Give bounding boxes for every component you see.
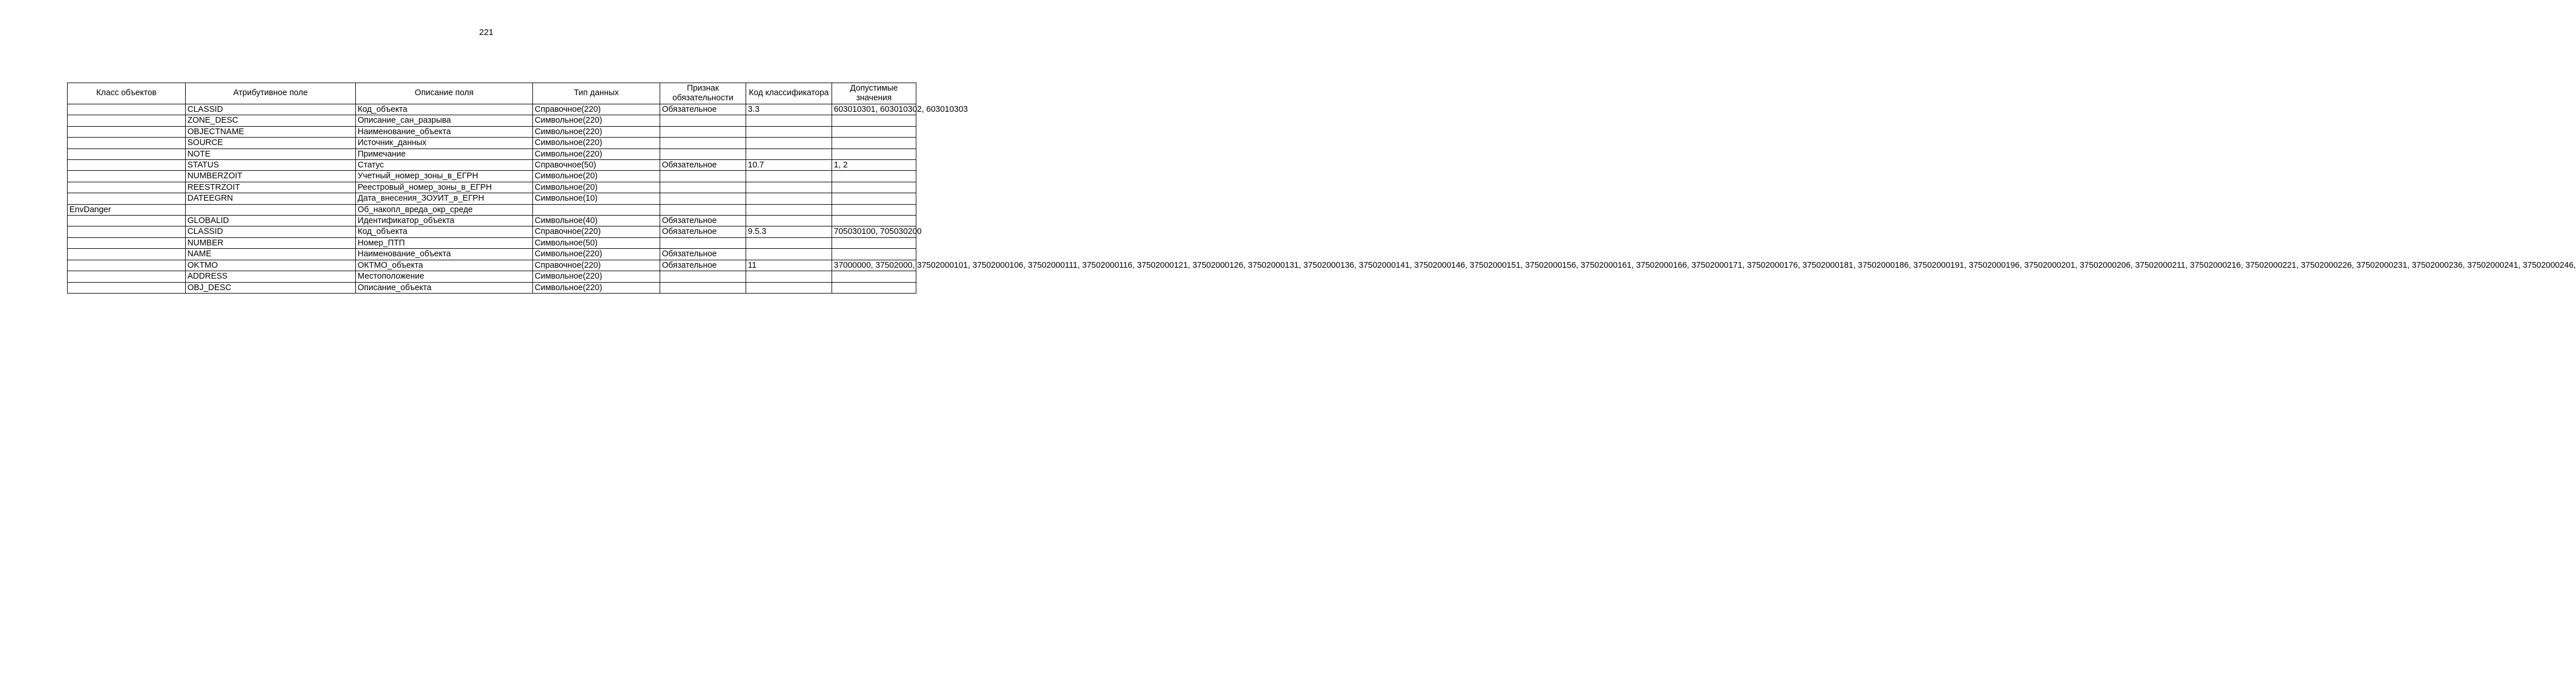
header-classifier-code: Код классификатора xyxy=(746,83,832,104)
cell-field-description: Дата_внесения_ЗОУИТ_в_ЕГРН xyxy=(356,193,533,204)
cell-object-class xyxy=(68,260,186,271)
cell-attribute-field: SOURCE xyxy=(186,138,356,148)
cell-field-description: Идентификатор_объекта xyxy=(356,216,533,226)
cell-attribute-field: ADDRESS xyxy=(186,271,356,282)
table-row xyxy=(68,193,916,204)
cell-object-class xyxy=(68,216,186,226)
cell-classifier-code: 9.5.3 xyxy=(746,226,832,237)
cell-attribute-field: CLASSID xyxy=(186,226,356,237)
cell-allowed-values xyxy=(832,171,916,182)
cell-required-flag: Обязательное xyxy=(660,260,746,271)
cell-allowed-values: 603010301, 603010302, 603010303 xyxy=(832,104,916,115)
cell-allowed-values xyxy=(832,216,916,226)
cell-object-class xyxy=(68,148,186,159)
cell-object-class: EnvDanger xyxy=(68,204,186,215)
table-row xyxy=(68,226,916,237)
cell-field-description: Об_накопл_вреда_окр_среде xyxy=(356,204,533,215)
cell-field-description: Местоположение xyxy=(356,271,533,282)
cell-classifier-code xyxy=(746,138,832,148)
cell-data-type: Символьное(220) xyxy=(533,126,660,137)
table-row xyxy=(68,148,916,159)
cell-object-class xyxy=(68,271,186,282)
cell-field-description: Учетный_номер_зоны_в_ЕГРН xyxy=(356,171,533,182)
table-row xyxy=(68,104,916,115)
cell-required-flag xyxy=(660,138,746,148)
cell-required-flag: Обязательное xyxy=(660,104,746,115)
cell-field-description: Номер_ПТП xyxy=(356,237,533,248)
cell-classifier-code xyxy=(746,115,832,126)
cell-classifier-code xyxy=(746,282,832,293)
cell-data-type: Символьное(220) xyxy=(533,115,660,126)
cell-allowed-values xyxy=(832,193,916,204)
table-row xyxy=(68,249,916,260)
cell-allowed-values xyxy=(832,249,916,260)
header-attribute-field: Атрибутивное поле xyxy=(186,83,356,104)
cell-object-class xyxy=(68,115,186,126)
cell-data-type xyxy=(533,204,660,215)
cell-data-type: Справочное(50) xyxy=(533,160,660,171)
cell-object-class xyxy=(68,160,186,171)
cell-classifier-code xyxy=(746,271,832,282)
cell-data-type: Символьное(50) xyxy=(533,237,660,248)
cell-data-type: Символьное(220) xyxy=(533,282,660,293)
header-allowed-values: Допустимые значения xyxy=(832,83,916,104)
cell-data-type: Символьное(20) xyxy=(533,171,660,182)
table-row xyxy=(68,237,916,248)
cell-allowed-values xyxy=(832,126,916,137)
cell-classifier-code: 3.3 xyxy=(746,104,832,115)
cell-object-class xyxy=(68,193,186,204)
cell-object-class xyxy=(68,226,186,237)
cell-required-flag xyxy=(660,193,746,204)
attribute-table xyxy=(67,83,2576,294)
cell-allowed-values xyxy=(832,282,916,293)
cell-data-type: Символьное(10) xyxy=(533,193,660,204)
cell-attribute-field: DATEEGRN xyxy=(186,193,356,204)
table-row xyxy=(68,171,916,182)
cell-allowed-values xyxy=(832,148,916,159)
cell-field-description: Наименование_объекта xyxy=(356,249,533,260)
cell-allowed-values: 1, 2 xyxy=(832,160,916,171)
cell-field-description: Наименование_объекта xyxy=(356,126,533,137)
cell-object-class xyxy=(68,104,186,115)
cell-required-flag xyxy=(660,237,746,248)
cell-data-type: Символьное(40) xyxy=(533,216,660,226)
cell-classifier-code xyxy=(746,126,832,137)
header-object-class: Класс объектов xyxy=(68,83,186,104)
cell-object-class xyxy=(68,182,186,193)
page-number: 221 xyxy=(479,28,494,37)
cell-field-description: Реестровый_номер_зоны_в_ЕГРН xyxy=(356,182,533,193)
cell-object-class xyxy=(68,171,186,182)
table-row xyxy=(68,115,916,126)
cell-field-description: Источник_данных xyxy=(356,138,533,148)
cell-object-class xyxy=(68,249,186,260)
cell-required-flag xyxy=(660,182,746,193)
cell-classifier-code xyxy=(746,182,832,193)
cell-allowed-values xyxy=(832,115,916,126)
cell-attribute-field: GLOBALID xyxy=(186,216,356,226)
cell-object-class xyxy=(68,237,186,248)
cell-data-type: Символьное(220) xyxy=(533,271,660,282)
cell-allowed-values xyxy=(832,182,916,193)
cell-object-class xyxy=(68,126,186,137)
cell-attribute-field: NUMBERZOIT xyxy=(186,171,356,182)
cell-required-flag: Обязательное xyxy=(660,249,746,260)
cell-object-class xyxy=(68,138,186,148)
cell-attribute-field: OKTMO xyxy=(186,260,356,271)
cell-required-flag: Обязательное xyxy=(660,226,746,237)
cell-attribute-field: REESTRZOIT xyxy=(186,182,356,193)
cell-required-flag: Обязательное xyxy=(660,216,746,226)
header-field-description: Описание поля xyxy=(356,83,533,104)
cell-attribute-field: STATUS xyxy=(186,160,356,171)
cell-required-flag xyxy=(660,204,746,215)
cell-field-description: Описание_объекта xyxy=(356,282,533,293)
table-row xyxy=(68,182,916,193)
cell-field-description: Код_объекта xyxy=(356,104,533,115)
cell-classifier-code xyxy=(746,204,832,215)
cell-classifier-code xyxy=(746,249,832,260)
table-row xyxy=(68,204,916,215)
cell-field-description: Статус xyxy=(356,160,533,171)
table-row xyxy=(68,160,916,171)
cell-classifier-code xyxy=(746,237,832,248)
table-row xyxy=(68,282,916,293)
cell-data-type: Символьное(220) xyxy=(533,148,660,159)
cell-required-flag xyxy=(660,115,746,126)
cell-classifier-code: 11 xyxy=(746,260,832,271)
cell-data-type: Справочное(220) xyxy=(533,104,660,115)
cell-allowed-values xyxy=(832,237,916,248)
cell-data-type: Символьное(220) xyxy=(533,249,660,260)
cell-allowed-values: 705030100, 705030200 xyxy=(832,226,916,237)
cell-classifier-code xyxy=(746,148,832,159)
cell-required-flag xyxy=(660,282,746,293)
cell-attribute-field: CLASSID xyxy=(186,104,356,115)
cell-attribute-field: OBJ_DESC xyxy=(186,282,356,293)
cell-attribute-field: ZONE_DESC xyxy=(186,115,356,126)
header-data-type: Тип данных xyxy=(533,83,660,104)
cell-required-flag xyxy=(660,126,746,137)
cell-required-flag xyxy=(660,171,746,182)
cell-object-class xyxy=(68,282,186,293)
table-row xyxy=(68,216,916,226)
cell-allowed-values xyxy=(832,138,916,148)
cell-allowed-values xyxy=(832,271,916,282)
cell-data-type: Справочное(220) xyxy=(533,226,660,237)
cell-field-description: ОКТМО_объекта xyxy=(356,260,533,271)
header-required-flag: Признак обязательности xyxy=(660,83,746,104)
table-header-row xyxy=(68,83,916,104)
table-body xyxy=(68,104,2576,294)
table-row xyxy=(68,138,916,148)
cell-classifier-code xyxy=(746,171,832,182)
cell-field-description: Описание_сан_разрыва xyxy=(356,115,533,126)
cell-classifier-code xyxy=(746,193,832,204)
cell-allowed-values xyxy=(832,204,916,215)
cell-attribute-field: NAME xyxy=(186,249,356,260)
cell-required-flag: Обязательное xyxy=(660,160,746,171)
cell-classifier-code xyxy=(746,216,832,226)
cell-field-description: Примечание xyxy=(356,148,533,159)
cell-required-flag xyxy=(660,148,746,159)
cell-attribute-field: NUMBER xyxy=(186,237,356,248)
table-row xyxy=(68,126,916,137)
cell-data-type: Символьное(220) xyxy=(533,138,660,148)
cell-attribute-field xyxy=(186,204,356,215)
table-row xyxy=(68,271,916,282)
cell-required-flag xyxy=(660,271,746,282)
cell-data-type: Справочное(220) xyxy=(533,260,660,271)
cell-attribute-field: NOTE xyxy=(186,148,356,159)
cell-classifier-code: 10.7 xyxy=(746,160,832,171)
cell-allowed-values: 37000000, 37502000, 37502000101, 37502000106, 37502000111, 37502000116, 37502000121, 37502000126, 37502000131, 37502000136, 37502000141, 37502000146, 37502000151, 37502000156, 37502000161, 37502000166, 37502000171, 37502000176, 37502000181, 37502000186, 37502000191, 37502000196, 37502000201, 37502000206, 37502000211, 37502000216, 37502000221, 37502000226, 37502000231, 37502000236, 37502000241, 37502000246, xyxy=(832,260,916,271)
cell-field-description: Код_объекта xyxy=(356,226,533,237)
table-row xyxy=(68,260,916,271)
cell-data-type: Символьное(20) xyxy=(533,182,660,193)
cell-attribute-field: OBJECTNAME xyxy=(186,126,356,137)
